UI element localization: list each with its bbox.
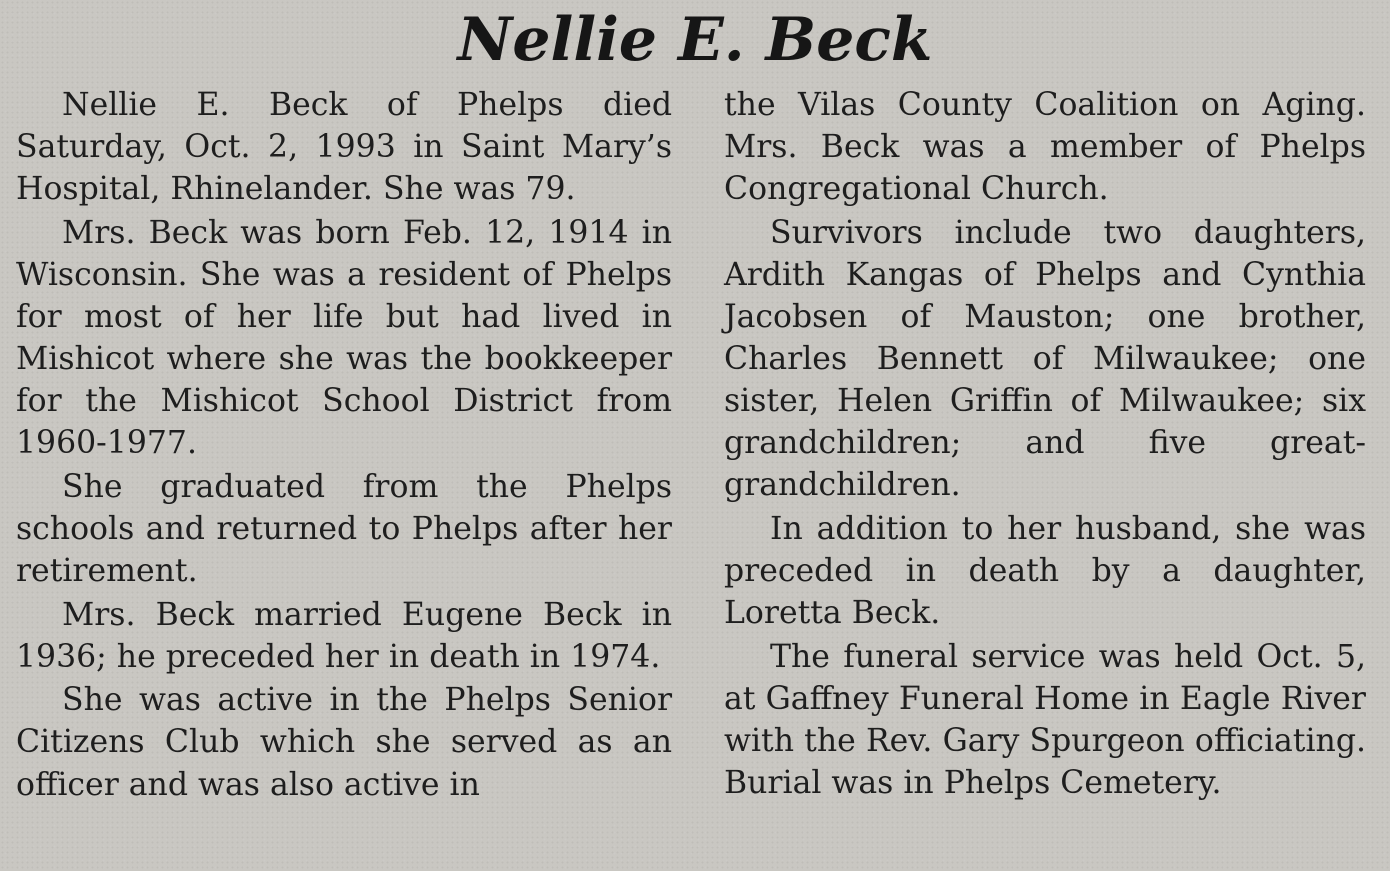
paragraph-education: She graduated from the Phelps schools and returned to Phelps after her retirement. <box>16 468 672 590</box>
paragraph-activities-continued: the Vilas County Coalition on Aging. Mrs. Beck was a member of Phelps Congregational Church. <box>724 87 1366 208</box>
paragraph-survivors: Survivors include two daughters, Ardith Kangas of Phelps and Cynthia Jacobsen of Mauston; one brother, Charles Bennett of Milwaukee; one sister, Helen Griffin of Milwaukee; six grandchildren; and five great-grandchildren. <box>724 214 1366 504</box>
left-column <box>16 84 672 806</box>
right-column <box>724 84 1366 804</box>
obituary-title: Nellie E. Beck <box>457 5 933 75</box>
paragraph-preceded: In addition to her husband, she was preceded in death by a daughter, Loretta Beck. <box>724 510 1366 632</box>
paragraph-funeral: The funeral service was held Oct. 5, at Gaffney Funeral Home in Eagle River with the Rev. Gary Spurgeon officiating. Burial was in Phelps Cemetery. <box>724 638 1366 801</box>
paragraph-birth-residence: Mrs. Beck was born Feb. 12, 1914 in Wisconsin. She was a resident of Phelps for most of her life but had lived in Mishicot where she was the bookkeeper for the Mishicot School District from 1960-1977. <box>16 214 672 462</box>
paragraph-death-notice: Nellie E. Beck of Phelps died Saturday, Oct. 2, 1993 in Saint Mary’s Hospital, Rhinelander. She was 79. <box>16 87 672 208</box>
paragraph-activities: She was active in the Phelps Senior Citizens Club which she served as an officer and was also active in <box>16 682 672 803</box>
paragraph-marriage: Mrs. Beck married Eugene Beck in 1936; he preceded her in death in 1974. <box>16 596 672 675</box>
